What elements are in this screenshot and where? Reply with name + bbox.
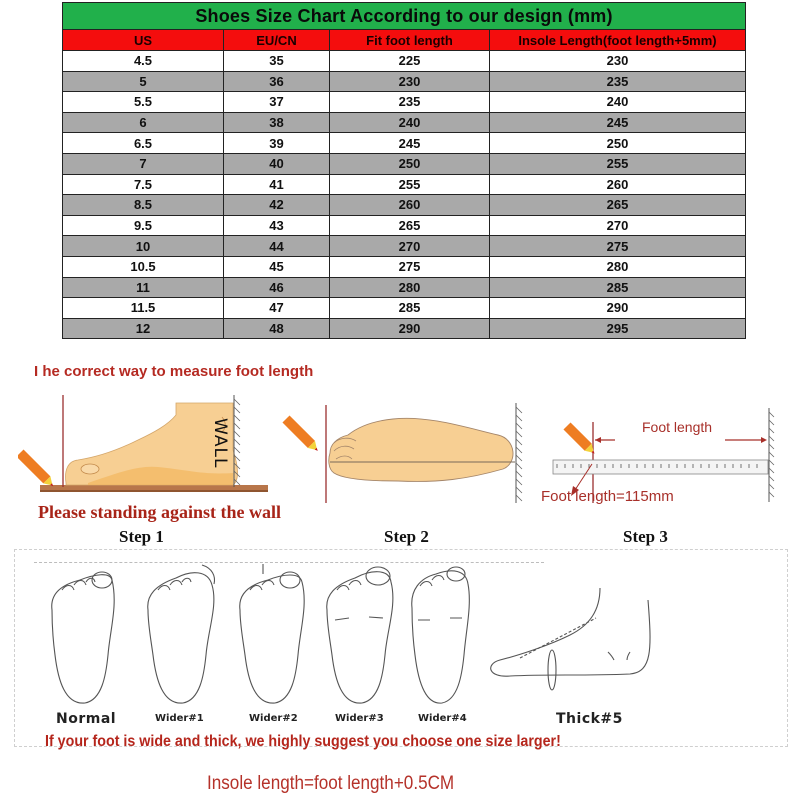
cell-insole-length: 280: [490, 256, 746, 277]
cell-eu-cn-size: 40: [224, 153, 330, 174]
cell-insole-length: 290: [490, 298, 746, 319]
cell-insole-length: 285: [490, 277, 746, 298]
foot-normal-icon: [52, 572, 114, 703]
cell-insole-length: 255: [490, 153, 746, 174]
wall-hatch-icon: [769, 408, 774, 502]
step-3-label: Step 3: [623, 527, 668, 546]
cell-fit-foot-length: 270: [330, 236, 490, 257]
cell-fit-foot-length: 235: [330, 92, 490, 113]
cell-insole-length: 235: [490, 71, 746, 92]
table-row: [63, 298, 746, 319]
cell-insole-length: 265: [490, 195, 746, 216]
size-chart-title: Shoes Size Chart According to our design (mm): [63, 3, 746, 30]
cell-us-size: 8.5: [63, 195, 224, 216]
pencil-icon: [282, 415, 321, 454]
table-row: [63, 215, 746, 236]
cell-us-size: 5: [63, 71, 224, 92]
table-row: [63, 256, 746, 277]
foot-type-label-normal: Normal: [56, 711, 117, 727]
table-row: [63, 51, 746, 72]
foot-thick-5-icon: [491, 588, 650, 690]
cell-fit-foot-length: 240: [330, 112, 490, 133]
cell-fit-foot-length: 230: [330, 71, 490, 92]
step-1-label: Step 1: [119, 527, 164, 546]
table-row: [63, 277, 746, 298]
cell-insole-length: 275: [490, 236, 746, 257]
insole-formula-text: Insole length=foot length+0.5CM: [207, 773, 455, 794]
cell-fit-foot-length: 225: [330, 51, 490, 72]
size-advice-text: If your foot is wide and thick, we highly suggest you choose one size larger!: [45, 733, 561, 750]
cell-us-size: 4.5: [63, 51, 224, 72]
column-header-insole-length: Insole Length(foot length+5mm): [490, 30, 746, 51]
cell-fit-foot-length: 260: [330, 195, 490, 216]
cell-insole-length: 245: [490, 112, 746, 133]
wall-caption: Please standing against the wall: [38, 502, 282, 522]
cell-fit-foot-length: 255: [330, 174, 490, 195]
foot-type-label-wider-1: Wider#1: [155, 713, 204, 724]
foot-type-label-wider-4: Wider#4: [418, 713, 467, 724]
cell-us-size: 10: [63, 236, 224, 257]
cell-us-size: 6: [63, 112, 224, 133]
cell-eu-cn-size: 35: [224, 51, 330, 72]
cell-us-size: 12: [63, 318, 224, 339]
foot-type-label-thick-5: Thick#5: [556, 711, 623, 727]
cell-eu-cn-size: 45: [224, 256, 330, 277]
foot-type-label-wider-3: Wider#3: [335, 713, 384, 724]
foot-wider-3-icon: [327, 567, 393, 703]
foot-wider-2-icon: [240, 564, 304, 703]
column-header-eu-cn: EU/CN: [224, 30, 330, 51]
cell-fit-foot-length: 265: [330, 215, 490, 236]
measure-heading: I he correct way to measure foot length: [34, 363, 314, 380]
cell-fit-foot-length: 275: [330, 256, 490, 277]
table-row: [63, 195, 746, 216]
cell-insole-length: 295: [490, 318, 746, 339]
cell-fit-foot-length: 245: [330, 133, 490, 154]
cell-eu-cn-size: 36: [224, 71, 330, 92]
foot-top-icon: [329, 418, 515, 481]
foot-types-illustration: [40, 560, 760, 710]
cell-us-size: 9.5: [63, 215, 224, 236]
cell-fit-foot-length: 280: [330, 277, 490, 298]
cell-us-size: 10.5: [63, 256, 224, 277]
cell-eu-cn-size: 47: [224, 298, 330, 319]
cell-us-size: 6.5: [63, 133, 224, 154]
ruler-icon: [553, 460, 768, 474]
foot-top-illustration: [278, 393, 538, 503]
cell-us-size: 11.5: [63, 298, 224, 319]
cell-insole-length: 230: [490, 51, 746, 72]
table-row: [63, 112, 746, 133]
table-row: [63, 71, 746, 92]
foot-side-illustration: [18, 395, 268, 500]
table-row: [63, 174, 746, 195]
table-row: [63, 236, 746, 257]
foot-wider-1-icon: [148, 565, 215, 703]
cell-fit-foot-length: 290: [330, 318, 490, 339]
table-row: [63, 153, 746, 174]
cell-fit-foot-length: 285: [330, 298, 490, 319]
cell-us-size: 5.5: [63, 92, 224, 113]
cell-eu-cn-size: 48: [224, 318, 330, 339]
wall-hatch-icon: [516, 403, 522, 503]
table-row: [63, 92, 746, 113]
cell-eu-cn-size: 37: [224, 92, 330, 113]
column-header-fit-foot-length: Fit foot length: [330, 30, 490, 51]
cell-eu-cn-size: 39: [224, 133, 330, 154]
cell-eu-cn-size: 44: [224, 236, 330, 257]
foot-type-label-wider-2: Wider#2: [249, 713, 298, 724]
cell-insole-length: 260: [490, 174, 746, 195]
cell-insole-length: 270: [490, 215, 746, 236]
wall-label: WALL: [210, 418, 230, 469]
cell-eu-cn-size: 38: [224, 112, 330, 133]
ruler-result: Foot length=115mm: [541, 488, 674, 505]
cell-insole-length: 240: [490, 92, 746, 113]
cell-us-size: 7.5: [63, 174, 224, 195]
pencil-icon: [18, 449, 57, 489]
cell-eu-cn-size: 43: [224, 215, 330, 236]
cell-fit-foot-length: 250: [330, 153, 490, 174]
size-chart-body: [63, 51, 746, 339]
cell-eu-cn-size: 41: [224, 174, 330, 195]
cell-insole-length: 250: [490, 133, 746, 154]
step-2-label: Step 2: [384, 527, 429, 546]
column-header-us: US: [63, 30, 224, 51]
ruler-label: Foot length: [642, 419, 713, 435]
cell-eu-cn-size: 42: [224, 195, 330, 216]
foot-length-arrow: [595, 437, 767, 443]
cell-us-size: 11: [63, 277, 224, 298]
table-row: [63, 133, 746, 154]
table-row: [63, 318, 746, 339]
size-chart-table: [62, 2, 746, 339]
cell-eu-cn-size: 46: [224, 277, 330, 298]
cell-us-size: 7: [63, 153, 224, 174]
foot-wider-4-icon: [412, 567, 470, 703]
